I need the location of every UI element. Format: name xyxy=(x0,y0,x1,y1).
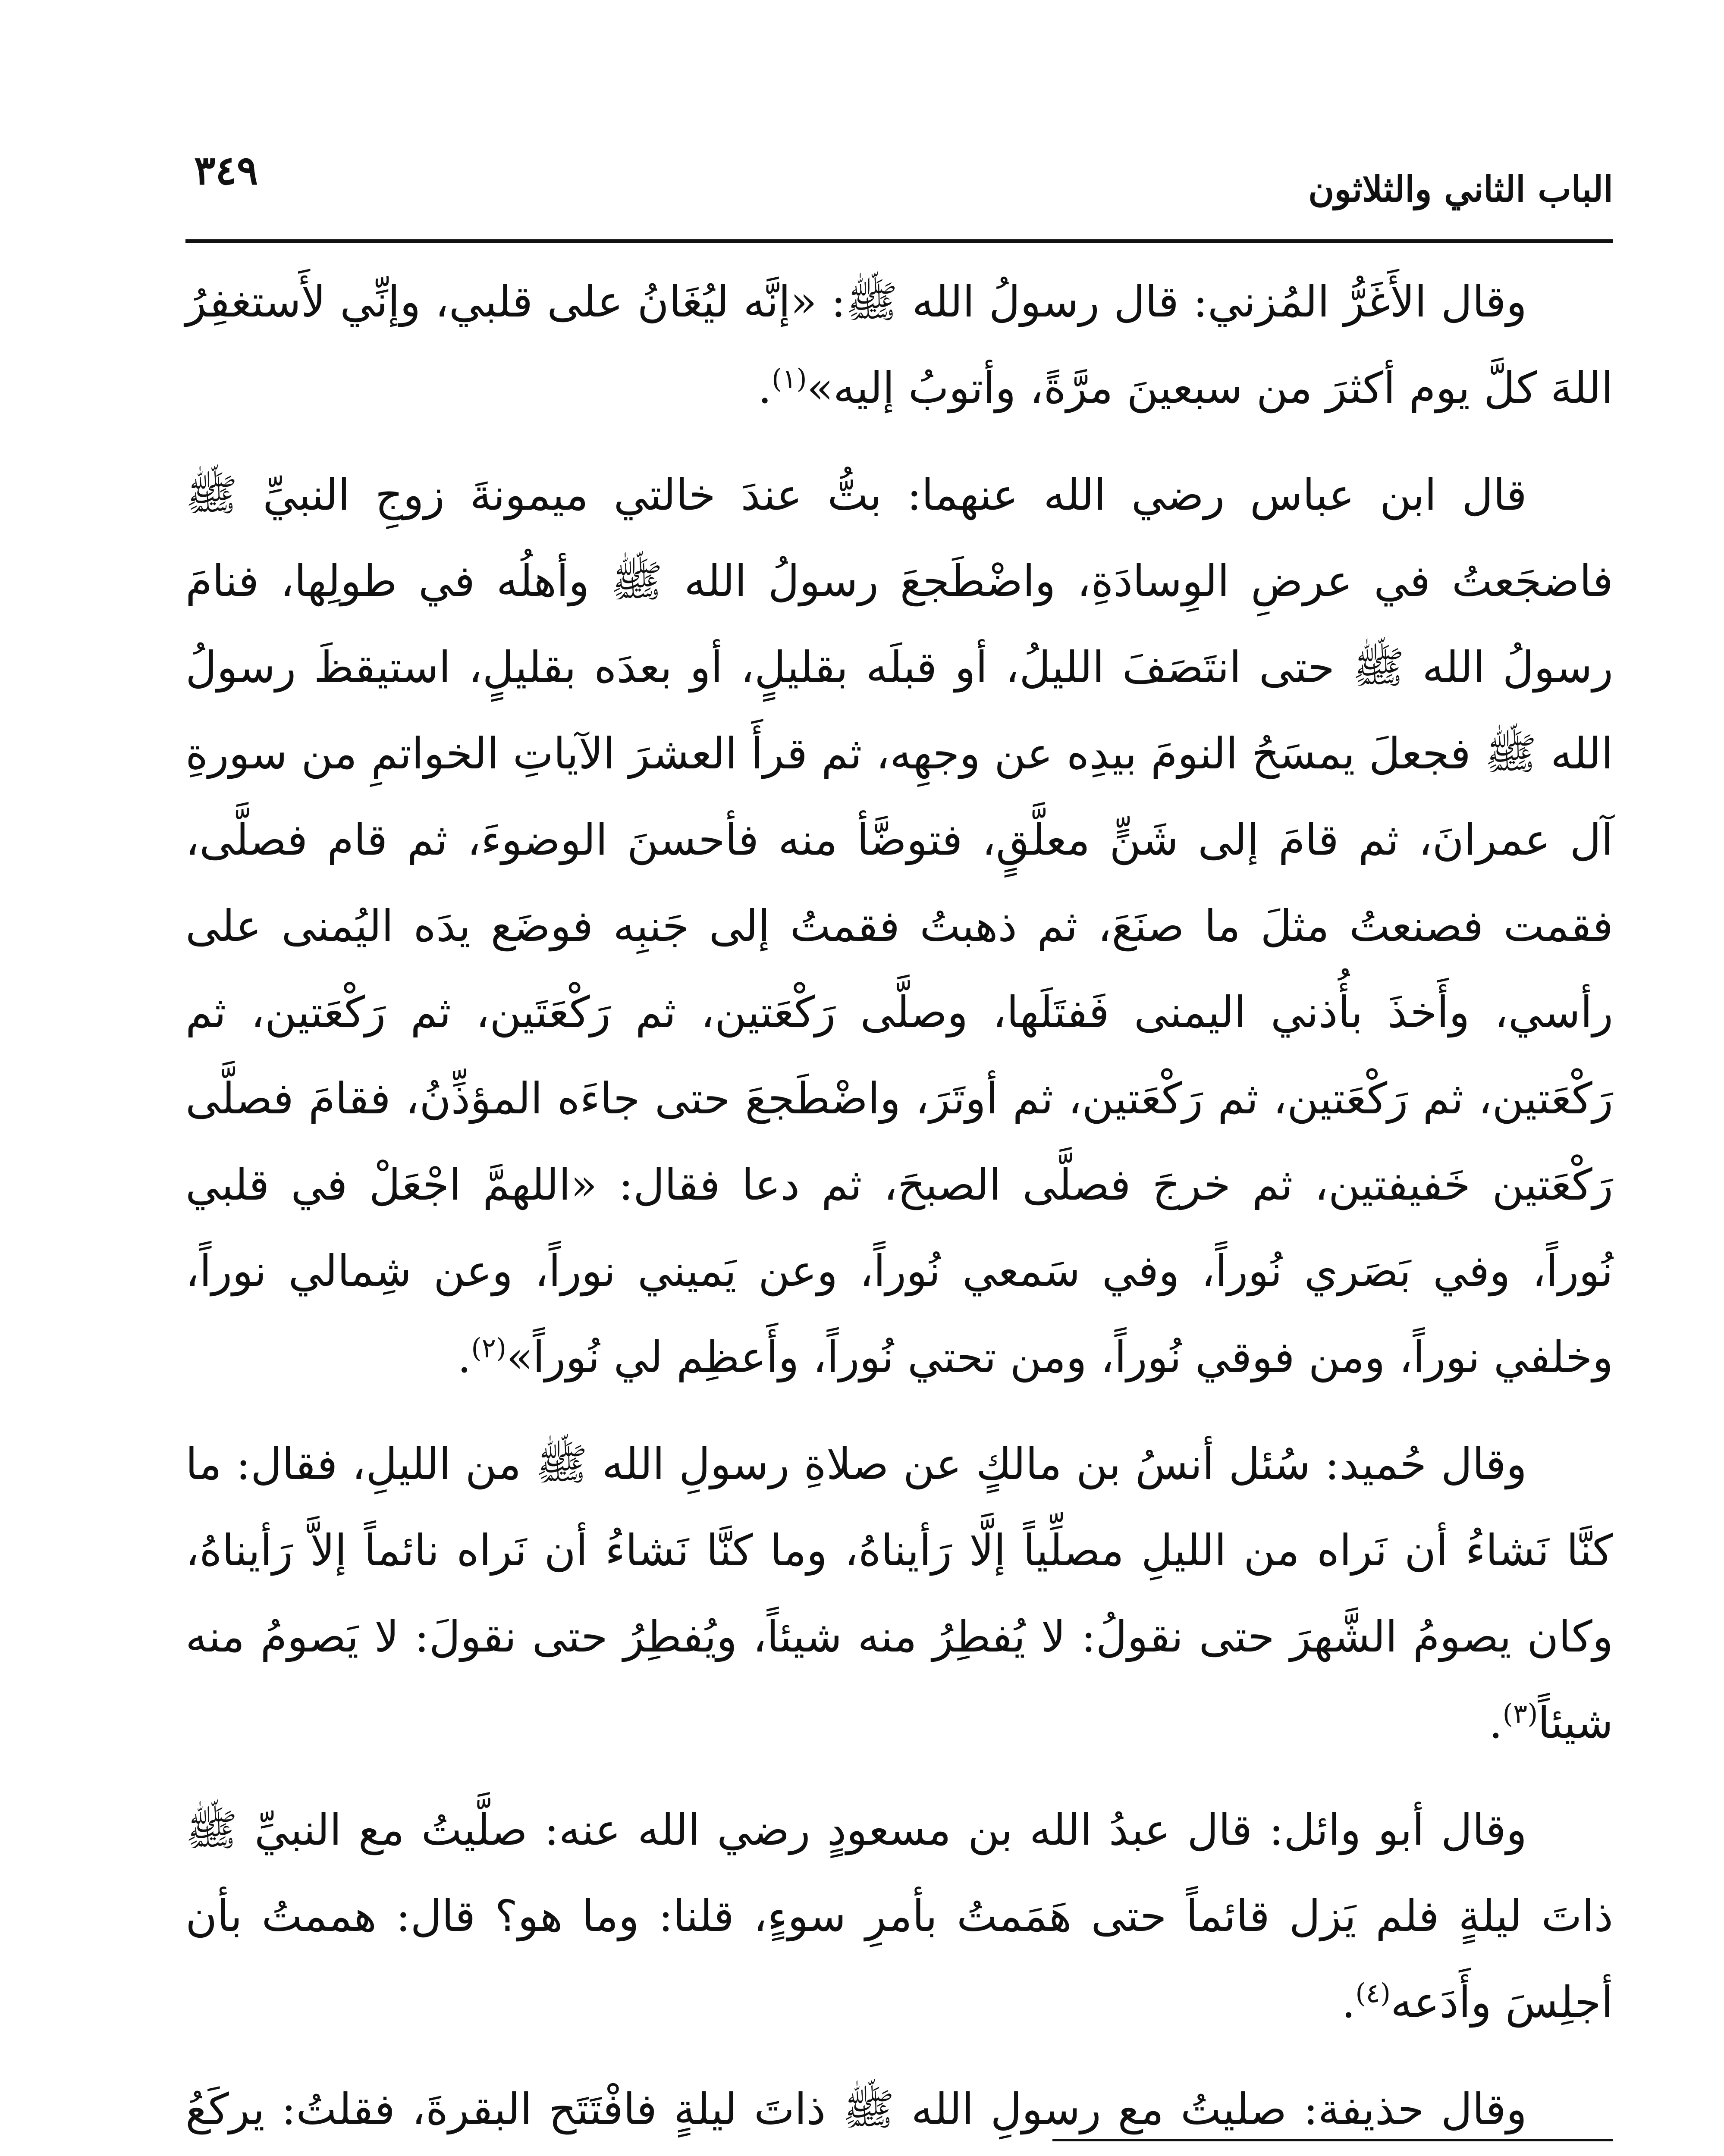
paragraph-ibn-abbas xyxy=(185,452,1613,1401)
paragraph-end: . xyxy=(758,363,772,413)
paragraph-text: وقال الأَغَرُّ المُزني: قال رسولُ الله ﷺ: «إنَّه ليُغَانُ على قلبي، وإنِّي لأَستغفِرُ اللهَ كلَّ يوم أكثرَ من سبعينَ مرَّةً، وأتوبُ إليه» xyxy=(185,276,1613,413)
paragraph-end: . xyxy=(457,1332,471,1382)
paragraph-text: وقال حُميد: سُئل أنسُ بن مالكٍ عن صلاةِ رسولِ الله ﷺ من الليلِ، فقال: ما كنَّا نَشاءُ أن نَراه من الليلِ مصلِّياً إلَّا رَأيناهُ، وما كنَّا نَشاءُ أن نَراه نائماً إلاَّ رَأيناهُ، وكان يصومُ الشَّهرَ حتى نقولُ: لا يُفطِرُ منه شيئاً، ويُفطِرُ حتى نقولَ: لا يَصومُ منه شيئاً xyxy=(185,1439,1613,1748)
footnote-ref: (٢) xyxy=(471,1332,507,1364)
paragraph-text: وقال أبو وائل: قال عبدُ الله بن مسعودٍ رضي الله عنه: صلَّيتُ مع النبيِّ ﷺ ذاتَ ليلةٍ فلم يَزل قائماً حتى هَمَمتُ بأمرِ سوءٍ، قلنا: وما هو؟ قال: هممتُ بأن أجلِسَ وأَدَعه xyxy=(185,1805,1613,2028)
paragraph-abu-wail xyxy=(185,1787,1613,2046)
footnote-divider xyxy=(1052,2139,1613,2141)
page-header xyxy=(185,129,1613,241)
paragraph-end: . xyxy=(1488,1698,1503,1748)
paragraph-hudhaifa xyxy=(185,2066,1613,2156)
paragraph-text: قال ابن عباس رضي الله عنهما: بتُّ عندَ خالتي ميمونةَ زوجِ النبيِّ ﷺ فاضجَعتُ في عرضِ الوِسادَةِ، واضْطَجعَ رسولُ الله ﷺ وأهلُه في طولِها، فنامَ رسولُ الله ﷺ حتى انتَصَفَ الليلُ، أو قبلَه بقليلٍ، أو بعدَه بقليلٍ، استيقظَ رسولُ الله ﷺ فجعلَ يمسَحُ النومَ بيدِه عن وجهِه، ثم قرأَ العشرَ الآياتِ الخواتمِ من سورةِ آل عمرانَ، ثم قامَ إلى شَنٍّ معلَّقٍ، فتوضَّأ منه فأحسنَ الوضوءَ، ثم قام فصلَّى، فقمت فصنعتُ مثلَ ما صنَعَ، ثم ذهبتُ فقمتُ إلى جَنبِه فوضَع يدَه اليُمنى على رأسي، وأَخذَ بأُذني اليمنى فَفتَلَها، وصلَّى رَكْعَتين، ثم رَكْعَتَين، ثم رَكْعَتين، ثم رَكْعَتين، ثم رَكْعَتين، ثم رَكْعَتين، ثم أوتَرَ، واضْطَجعَ حتى جاءَه المؤذِّنُ، فقامَ فصلَّى رَكْعَتين خَفيفتين، ثم خرجَ فصلَّى الصبحَ، ثم دعا فقال: «اللهمَّ اجْعَلْ في قلبي نُوراً، وفي بَصَري نُوراً، وفي سَمعي نُوراً، وعن يَميني نوراً، وعن شِمالي نوراً، وخلفي نوراً، ومن فوقي نُوراً، ومن تحتي نُوراً، وأَعظِم لي نُوراً» xyxy=(185,470,1614,1382)
chapter-title: الباب الثاني والثلاثون xyxy=(1308,169,1613,210)
header-divider xyxy=(185,239,1613,243)
main-text xyxy=(185,259,1613,2156)
paragraph-end: . xyxy=(1341,1977,1356,2028)
paragraph-agharr xyxy=(185,259,1613,431)
footnote-ref: (٣) xyxy=(1502,1698,1538,1730)
footnote-ref: (٤) xyxy=(1355,1977,1391,2009)
footnote-ref: (١) xyxy=(771,363,807,395)
paragraph-humaid xyxy=(185,1421,1613,1766)
page-number: ٣٤٩ xyxy=(194,147,258,194)
paragraph-text: وقال حذيفة: صليتُ مع رسولِ الله ﷺ ذاتَ ليلةٍ فافْتَتَح البقرةَ، فقلتُ: يركَعُ xyxy=(185,2084,1527,2134)
